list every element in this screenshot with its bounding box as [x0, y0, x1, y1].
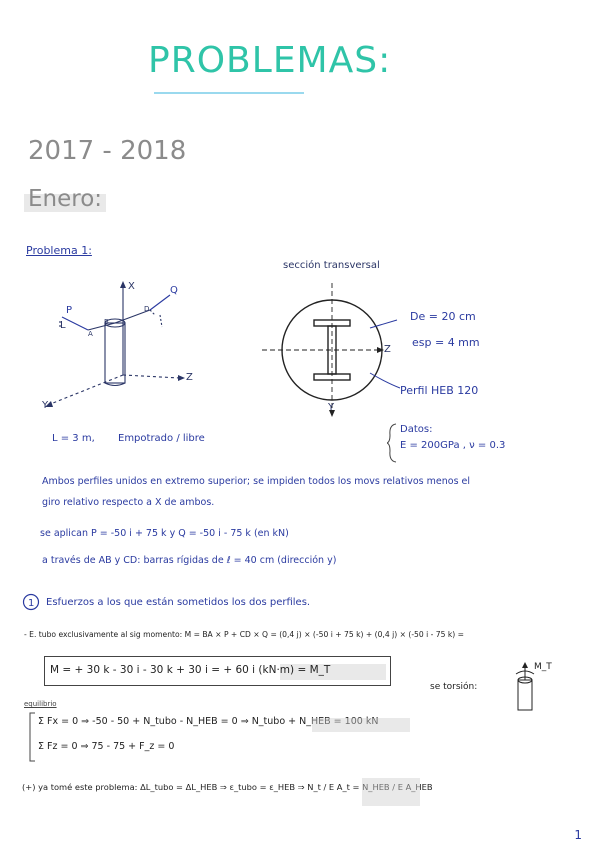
axis-x-label: X	[128, 281, 135, 292]
equilibrium-bracket	[28, 712, 36, 762]
page-number: 1	[574, 828, 582, 842]
section-z-label: Z	[384, 344, 391, 355]
axis-y-label: Y	[42, 400, 49, 411]
torsion-note: se torsión:	[430, 682, 478, 692]
datos-values: E = 200GPa , ν = 0.3	[400, 440, 506, 451]
problem-label: Problema 1:	[26, 244, 92, 257]
dim-l-label: L	[60, 320, 66, 331]
axis-z-label: Z	[186, 372, 193, 383]
compat-highlight	[362, 778, 420, 806]
point-b-label: B	[104, 318, 109, 326]
thickness: esp = 4 mm	[412, 336, 480, 349]
equation-sum-fx: Σ Fx = 0 ⇒ -50 - 50 + N_tubo - N_HEB = 0 ⇒ N_tubo + N_HEB = 100 kN	[38, 716, 379, 727]
outer-diameter: De = 20 cm	[410, 310, 476, 323]
section-y-label: Y	[328, 402, 335, 413]
equilibrium-label: equilibrio	[24, 700, 57, 708]
statement-line-2: giro relativo respecto a X de ambos.	[42, 497, 215, 508]
force-q-label: Q	[170, 285, 178, 296]
month-heading: Enero:	[28, 186, 103, 212]
point-d-label: D	[144, 305, 150, 313]
point-a-label: A	[88, 330, 93, 338]
title-underline	[154, 92, 304, 94]
profile-type: Perfil HEB 120	[400, 384, 479, 397]
statement-line-1: Ambos perfiles unidos en extremo superior; se impiden todos los movs relativos menos el	[42, 476, 471, 487]
equation-moment-result: M = + 30 k - 30 i - 30 k + 30 i = + 60 i (kN·m) = M_T	[50, 664, 331, 676]
datos-label: Datos:	[400, 424, 433, 435]
torsion-moment-label: M_T	[534, 662, 552, 672]
nsum-highlight	[312, 718, 410, 732]
question-1: Esfuerzos a los que están sometidos los dos perfiles.	[46, 597, 311, 608]
statement-line-3: se aplican P = -50 i + 75 k y Q = -50 i - 75 k (en kN)	[40, 528, 289, 539]
cross-section-drawing	[262, 278, 422, 428]
section-label: sección transversal	[283, 260, 380, 271]
equation-sum-fz: Σ Fz = 0 ⇒ 75 - 75 + F_z = 0	[38, 741, 175, 752]
length-value: L = 3 m,	[52, 433, 95, 444]
equation-compatibility: (+) ya tomé este problema: ΔL_tubo = ΔL_HEB ⇒ ε_tubo = ε_HEB ⇒ N_t / E A_t = N_HEB / E A_HEB	[22, 782, 433, 792]
force-p-label: P	[66, 305, 73, 316]
datos-brace	[387, 423, 397, 463]
equation-moment: - E. tubo exclusivamente al sig momento: M = BA × P + CD × Q = (0,4 j) × (-50 i + 75 k) + (0,4 j) × (-50 i - 75 k) =	[24, 630, 465, 639]
statement-line-4: a través de AB y CD: barras rígidas de ℓ = 40 cm (dirección y)	[42, 555, 337, 566]
year-heading: 2017 - 2018	[28, 136, 187, 166]
profile-3d-sketch	[40, 275, 260, 435]
question-number-circle	[22, 593, 40, 611]
svg-text:1: 1	[28, 598, 35, 609]
page-title: PROBLEMAS:	[148, 40, 392, 81]
support-type: Empotrado / libre	[118, 433, 205, 444]
